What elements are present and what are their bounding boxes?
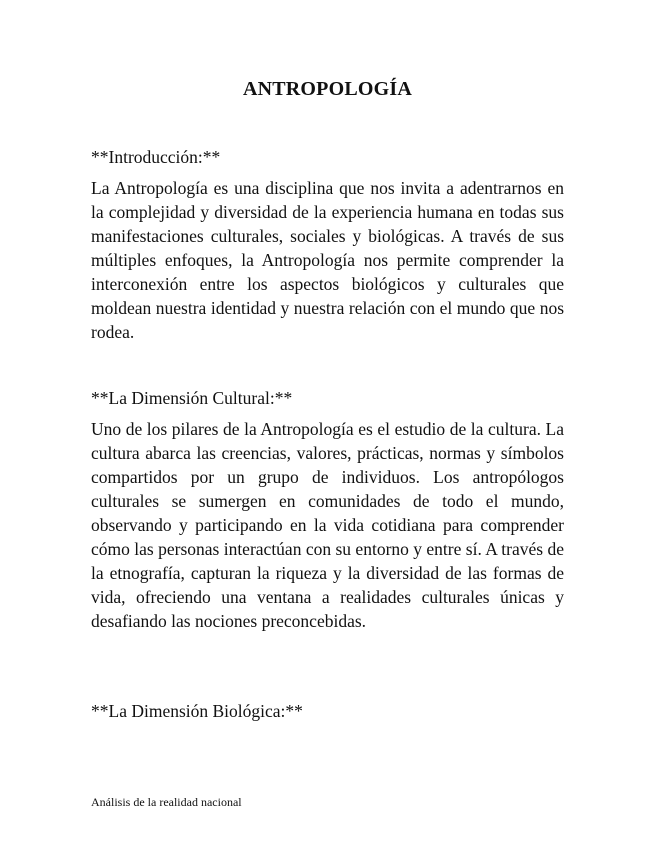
section-heading-dimension-biologica: **La Dimensión Biológica:**	[91, 701, 303, 721]
page-footer: Análisis de la realidad nacional	[91, 795, 242, 809]
section-body-introduccion: La Antropología es una disciplina que nos invita a adentrarnos en la complejidad y diversidad de la experiencia humana en todas sus manifestaciones culturales, sociales y biológicas. A través de sus múltiples enfoques, la Antropología nos permite comprender la interconexión entre los aspectos biológicos y culturales que moldean nuestra identidad y nuestra relación con el mundo que nos rodea.	[91, 178, 564, 342]
section-body-dimension-cultural: Uno de los pilares de la Antropología es el estudio de la cultura. La cultura abarca las creencias, valores, prácticas, normas y símbolos compartidos por un grupo de individuos. Los antropólogos culturales se sumergen en comunidades de todo el mundo, observando y participando en la vida cotidiana para comprender cómo las personas interactúan con su entorno y entre sí. A través de la etnografía, capturan la riqueza y la diversidad de las formas de vida, ofreciendo una ventana a realidades culturales únicas y desafiando las nociones preconcebidas.	[91, 419, 564, 631]
section-heading-introduccion: **Introducción:**	[91, 147, 221, 167]
section-heading-dimension-cultural: **La Dimensión Cultural:**	[91, 388, 293, 408]
page-title: ANTROPOLOGÍA	[242, 78, 413, 100]
